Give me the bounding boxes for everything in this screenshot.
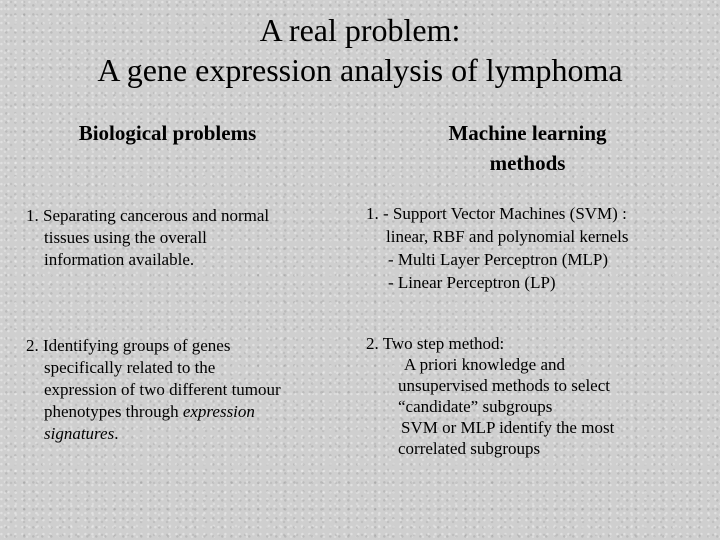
ml-1-line-1: 1. - Support Vector Machines (SVM) : [366,204,627,223]
ml-2-line-3: unsupervised methods to select [398,376,610,395]
bio-2-line-5-text: . [114,424,119,443]
title-line-2: A gene expression analysis of lymphoma [97,52,623,88]
ml-1-line-3: - Multi Layer Perceptron (MLP) [388,250,608,269]
slide-title [0,10,720,90]
ml-1-line-2: linear, RBF and polynomial kernels [386,227,629,246]
ml-2-line-6: correlated subgroups [398,439,541,458]
ml-heading-line-1: Machine learning [448,121,607,145]
bio-2-line-1: 2. Identifying groups of genes [26,336,231,355]
biological-problem-1 [26,205,269,271]
bio-1-line-1: 1. Separating cancerous and normal [26,206,270,225]
biological-problem-2 [26,335,281,445]
bio-2-line-5 [26,423,281,445]
ml-2-line-5: SVM or MLP identify the most [401,418,615,437]
ml-2-line-2: A priori knowledge and [404,355,565,374]
bio-2-line-4-emphasis: expression [182,402,255,421]
biological-problems-heading: Biological problems [78,121,257,145]
bio-2-line-4-text: phenotypes through [44,402,183,421]
bio-2-line-3: expression of two different tumour [44,380,281,399]
machine-learning-methods-heading [400,118,655,178]
ml-heading-line-2: methods [489,151,566,175]
ml-2-line-4: “candidate” subgroups [398,397,553,416]
bio-2-line-4 [26,401,281,423]
ml-method-2 [366,333,614,459]
bio-1-line-3: information available. [44,250,195,269]
title-line-1: A real problem: [259,12,461,48]
ml-1-line-4: - Linear Perceptron (LP) [388,273,556,292]
bio-2-line-2: specifically related to the [44,358,216,377]
ml-2-line-1: 2. Two step method: [366,334,505,353]
ml-method-1 [366,202,628,294]
bio-2-line-5-emphasis: signatures [44,424,115,443]
bio-1-line-2: tissues using the overall [44,228,207,247]
